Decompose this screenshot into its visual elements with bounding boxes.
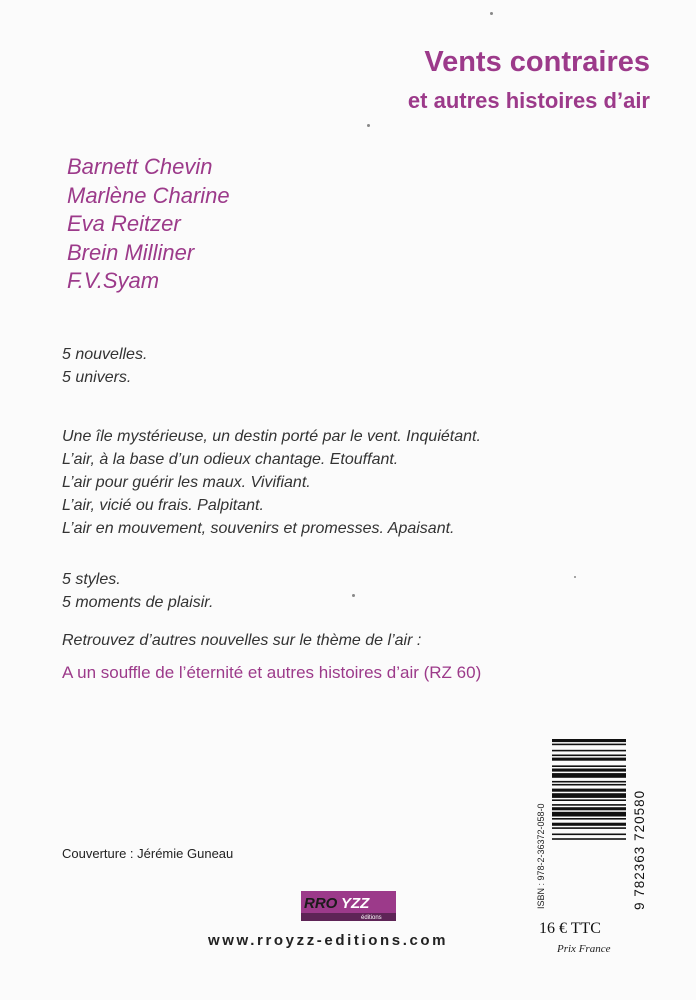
book-subtitle: et autres histoires d’air (407, 88, 650, 113)
blurb-line: L’air, vicié ou frais. Palpitant. (62, 497, 264, 514)
blurb-line: 5 nouvelles. (62, 346, 148, 363)
blurb-intro (62, 343, 147, 389)
blurb-line: 5 moments de plaisir. (62, 594, 214, 611)
print-speck (490, 12, 493, 15)
barcode-bar (552, 784, 626, 786)
book-title: Vents contraires (424, 46, 650, 78)
barcode-bar (552, 804, 626, 806)
blurb-stories (62, 425, 481, 540)
isbn-text: ISBN : 978-2-36372-058-0 (536, 803, 546, 909)
barcode-bar (552, 750, 626, 752)
author-name: Eva Reitzer (67, 211, 181, 237)
print-speck (367, 124, 370, 127)
barcode-bar (552, 799, 626, 801)
barcode-bar (552, 769, 626, 772)
related-book-title: A un souffle de l’éternité et autres histoires d’air (RZ 60) (62, 663, 482, 682)
blurb-line: L’air, à la base d’un odieux chantage. Etouffant. (62, 451, 399, 468)
author-name: Marlène Charine (67, 182, 230, 208)
barcode-bar (552, 744, 626, 746)
barcode-number: 9 782363 720580 (632, 789, 647, 910)
barcode-bar (552, 755, 626, 757)
barcode-bar (552, 834, 626, 836)
price: 16 € TTC (539, 920, 601, 937)
barcode-bar (552, 781, 626, 783)
logo-text-dark: RRO (304, 895, 338, 912)
blurb-line: Une île mystérieuse, un destin porté par le vent. Inquiétant. (62, 428, 481, 445)
print-speck (574, 576, 576, 578)
price-note: Prix France (557, 943, 611, 955)
blurb-line: L’air pour guérir les maux. Vivifiant. (62, 474, 311, 491)
logo-text-accent: YZZ (341, 895, 370, 912)
barcode-bar (552, 773, 626, 778)
barcode-bar (552, 812, 626, 817)
author-name: Barnett Chevin (67, 154, 213, 179)
print-speck (352, 594, 355, 597)
blurb-outro (62, 568, 213, 614)
author-name: Brein Milliner (67, 239, 195, 265)
barcode-bar (552, 818, 626, 820)
author-list (67, 153, 230, 296)
related-intro: Retrouvez d’autres nouvelles sur le thème de l’air : (62, 632, 422, 649)
barcode-bar (552, 823, 626, 826)
barcode-bar (552, 807, 626, 810)
barcode-bar (552, 765, 626, 767)
cover-credit: Couverture : Jérémie Guneau (62, 846, 234, 861)
blurb-line: 5 styles. (62, 571, 121, 588)
blurb-line: L’air en mouvement, souvenirs et promesses. Apaisant. (62, 520, 455, 537)
logo-subtext: éditions (361, 915, 382, 921)
barcode-bar (552, 758, 626, 761)
author-name: F.V.Syam (67, 268, 160, 294)
barcode (530, 737, 648, 913)
publisher-logo (301, 891, 396, 921)
barcode-bar (552, 739, 626, 742)
barcode-bar (552, 789, 626, 792)
barcode-bar (552, 827, 626, 829)
barcode-bar (552, 838, 626, 840)
publisher-website: www.rroyzz-editions.com (208, 932, 449, 949)
barcode-bar (552, 793, 626, 798)
blurb-line: 5 univers. (62, 369, 132, 386)
barcode-bars (552, 739, 626, 840)
